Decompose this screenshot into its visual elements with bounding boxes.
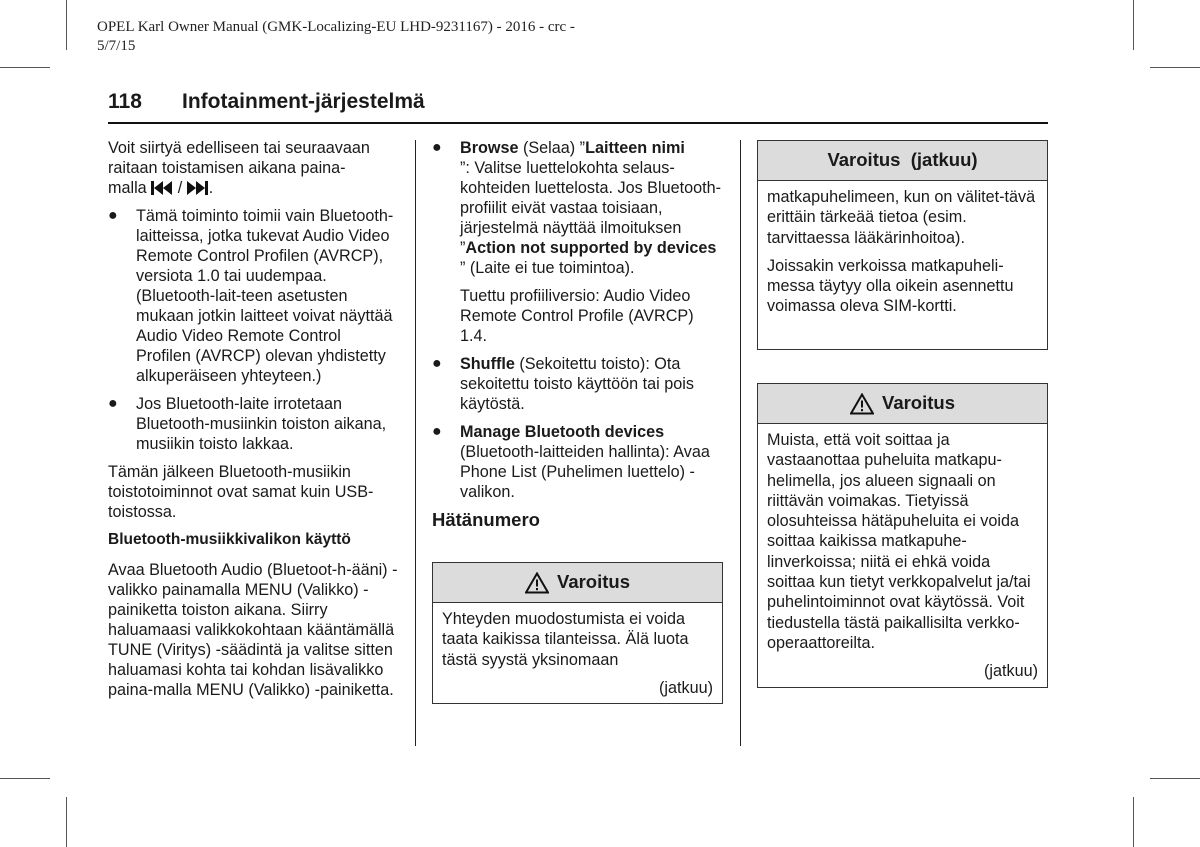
warning-box — [432, 562, 723, 704]
page-heading — [108, 88, 1048, 120]
crop-mark — [1150, 778, 1200, 779]
column-middle — [432, 138, 724, 543]
crop-mark — [1133, 797, 1134, 847]
warning-box-continued — [757, 140, 1048, 350]
list-item-text: Tämä toiminto toimii vain Bluetooth-laitteissa, jotka tukevat Audio Video Remote Control Profilen (AVRCP), versiota 1.0 tai uudempaa. (Bluetooth-lait-teen asetusten mukaan jotkin laitteet voivat näyttää Audio Video Remote Control Profilen (AVRCP) olevan yhdistetty alkuperäiseen yhteyteen.) — [136, 207, 394, 385]
warning-text: Joissakin verkoissa matkapuheli-messa täytyy olla oikein asennettu voimassa oleva SIM-kortti. — [767, 256, 1014, 316]
warning-text: Muista, että voit soittaa ja vastaanottaa puheluita matkapu-helimella, jos alueen signaali on riittävän voimakas. Tietyissä olosuhteissa hätäpuheluita ei voida soittaa kaikissa matkapuhe-linverkoissa; niitä ei ehkä voida soittaa kun tietyt verkkopalvelut ja/tai puhelintoiminnot ovat käytössä. Voit tiedustella tästä paikallisilta verkko-operaattoreilta. — [767, 431, 1031, 652]
list-item: ● Manage Bluetooth devices (Bluetooth-laitteiden hallinta): Avaa Phone List (Puhelimen luettelo) -valikon. — [432, 423, 710, 501]
bullet-dot: ● — [108, 207, 118, 224]
warning-header — [433, 563, 722, 603]
warning-title: Varoitus — [882, 392, 955, 414]
list-item — [108, 394, 400, 454]
list-item: ● Shuffle (Sekoitettu toisto): Ota sekoitettu toisto käyttöön tai pois käytöstä. — [432, 355, 694, 413]
column-left — [108, 138, 400, 708]
warning-text: Yhteyden muodostumista ei voida taata kaikissa tilanteissa. Älä luota tästä syystä yksinomaan — [442, 610, 689, 669]
crop-mark — [0, 67, 50, 68]
crop-mark — [0, 778, 50, 779]
warning-triangle-icon — [850, 393, 874, 415]
page-number: 118 — [108, 90, 142, 113]
warning-title: Varoitus (jatkuu) — [827, 149, 978, 171]
list-item-text: Jos Bluetooth-laite irrotetaan Bluetooth-musiinkin toiston aikana, musiikin toisto lakkaa. — [136, 395, 387, 453]
header-date: 5/7/15 — [97, 38, 136, 54]
warning-header — [758, 384, 1047, 424]
warning-title: Varoitus — [557, 571, 630, 593]
continued-label: (jatkuu) — [659, 678, 713, 697]
intro-paragraph: Voit siirtyä edelliseen tai seuraavaan raitaan toistamisen aikana paina- malla / . — [108, 139, 370, 197]
section-title: Hätänumero — [432, 509, 540, 530]
subheading: Bluetooth-musiikkivalikon käyttö — [108, 531, 351, 548]
skip-previous-icon — [151, 181, 173, 195]
warning-body — [758, 424, 1047, 688]
crop-mark — [1133, 0, 1134, 50]
bullet-dot: ● — [432, 355, 442, 372]
warning-header — [758, 141, 1047, 181]
list-item — [108, 206, 400, 386]
continued-label: (jatkuu) — [984, 662, 1038, 681]
crop-mark — [66, 0, 67, 50]
list-item-note: Tuettu profiiliversio: Audio Video Remote Control Profile (AVRCP) 1.4. — [460, 287, 694, 345]
bullet-dot: ● — [108, 395, 118, 412]
bullet-dot: ● — [432, 423, 442, 440]
warning-text: matkapuhelimeen, kun on välitet-tävä erittäin tärkeää tietoa (esim. tarvittaessa lääkärinhoitoa). — [767, 188, 1036, 247]
paragraph: Tämän jälkeen Bluetooth-musiikin toistotoiminnot ovat samat kuin USB-toistossa. — [108, 463, 374, 521]
warning-box — [757, 383, 1048, 688]
heading-rule — [108, 122, 1048, 124]
warning-body — [758, 181, 1047, 323]
paragraph: Avaa Bluetooth Audio (Bluetoot-h-ääni) -valikko painamalla MENU (Valikko) -painiketta toiston aikana. Siirry haluamaasi valikkokohtaan kääntämällä TUNE (Viritys) -säädintä ja valitse sitten haluamasi kohta tai kohdan lisävalikko paina-malla MENU (Valikko) -painiketta. — [108, 561, 398, 699]
column-divider — [740, 140, 741, 746]
list-item: ● Browse (Selaa) ”Laitteen nimi ”: Valitse luettelokohta selaus-kohteiden luettelosta. Jos Bluetooth-profiilit eivät vastaa toisiaan, järjestelmä näyttää ilmoituksen ”Action not supported by devices ” (Laite ei tue toimintoa). — [432, 139, 721, 277]
skip-next-icon — [187, 181, 209, 195]
crop-mark — [1150, 67, 1200, 68]
page-title: Infotainment-järjestelmä — [182, 90, 425, 113]
crop-mark — [66, 797, 67, 847]
header-line: OPEL Karl Owner Manual (GMK-Localizing-EU LHD-9231167) - 2016 - crc - — [97, 19, 575, 35]
bullet-dot: ● — [432, 139, 442, 156]
warning-body — [433, 603, 722, 704]
column-divider — [415, 140, 416, 746]
warning-triangle-icon — [525, 572, 549, 594]
document-header — [97, 18, 637, 56]
